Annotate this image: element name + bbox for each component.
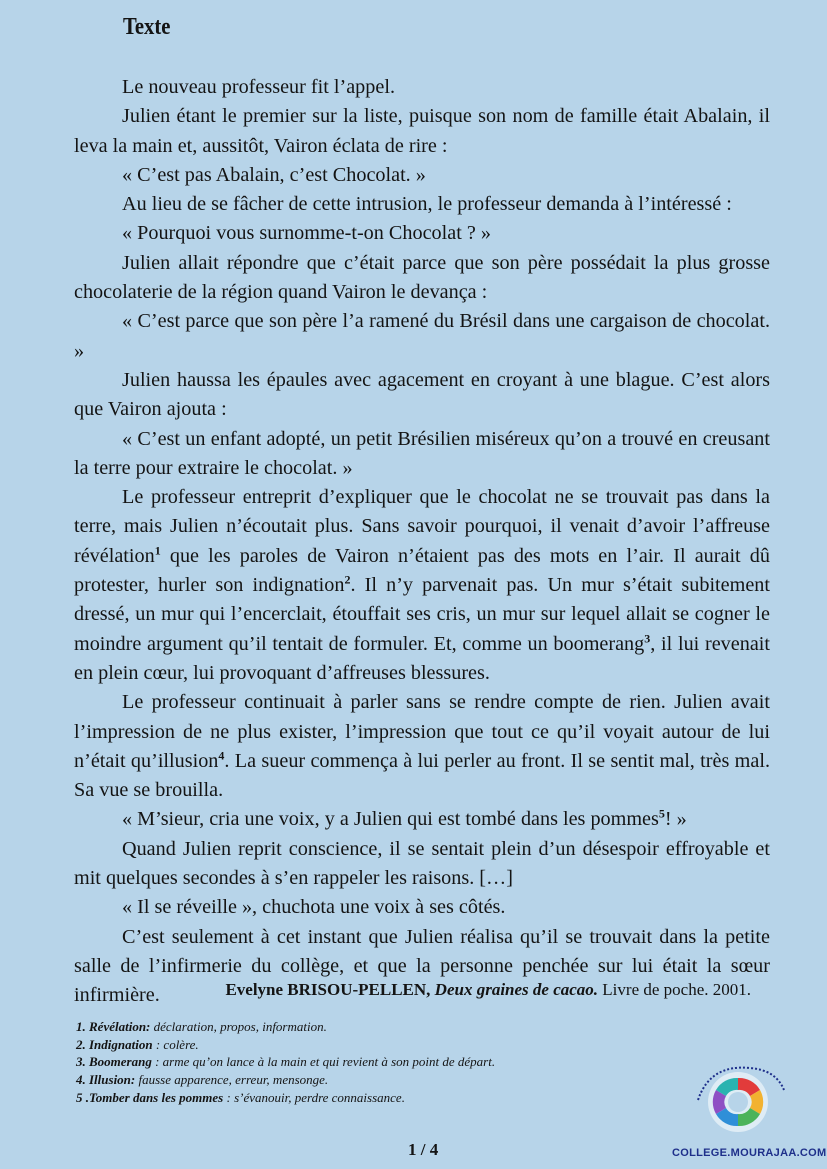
paragraph-text: , il lui revenait en plein cœur, lui provoquant d’affreuses blessures. — [74, 632, 770, 684]
credit-book-title: Deux graines de cacao. — [434, 980, 599, 999]
footnote-term: 1. Révélation: — [76, 1019, 151, 1034]
paragraph-text: . Il n’y parvenait pas. Un mur s’était subitement dressé, un mur qui l’encerclait, étouffait ses cris, un mur sur lequel allait se cogner le moindre argument qu’il tentait de formuler. Et, comme un boomerang — [74, 574, 770, 655]
watermark-text: COLLEGE.MOURAJAA.COM — [672, 1147, 827, 1159]
paragraph — [74, 483, 770, 688]
paragraph: Au lieu de se fâcher de cette intrusion, le professeur demanda à l’intéressé : — [122, 193, 732, 216]
footnote — [76, 1018, 636, 1036]
footnote-term: 2. Indignation — [76, 1036, 153, 1052]
footnote-ref: 3 — [644, 630, 651, 645]
page-number: 1 / 4 — [408, 1140, 439, 1159]
credit-author: Evelyne BRISOU-PELLEN, — [225, 980, 431, 999]
footnote-ref: 2 — [344, 572, 351, 587]
paragraph-text: Le professeur entreprit d’expliquer que le chocolat ne se trouvait pas dans la terre, mais Julien n’écoutait plus. Sans savoir pourquoi, il venait d’avoir l’affreuse révélation — [74, 486, 770, 567]
footnote — [76, 1036, 636, 1054]
paragraph-text: « M’sieur, cria une voix, y a Julien qui est tombé dans les pommes — [122, 808, 659, 831]
paragraph: « C’est pas Abalain, c’est Chocolat. » — [122, 163, 426, 186]
footnote-ref: 4 — [218, 748, 225, 763]
footnote-definition: : colère. — [152, 1036, 199, 1052]
paragraph: « C’est parce que son père l’a ramené du Brésil dans une cargaison de chocolat. » — [74, 310, 770, 362]
paragraph: Julien étant le premier sur la liste, puisque son nom de famille était Abalain, il leva la main et, aussitôt, Vairon éclata de rire : — [74, 105, 770, 157]
paragraph: « Il se réveille », chuchota une voix à ses côtés. — [122, 896, 506, 919]
paragraph: Julien haussa les épaules avec agacement en croyant à une blague. C’est alors que Vairon ajouta : — [74, 368, 770, 421]
footnote — [76, 1089, 636, 1107]
footnote-term: 4. Illusion: — [76, 1072, 136, 1088]
paragraph: « C’est un enfant adopté, un petit Brésilien miséreux qu’on a trouvé en creusant la terre pour extraire le chocolat. » — [74, 427, 770, 479]
footnote-ref: 1 — [154, 543, 161, 558]
footnote-definition: : arme qu’on lance à la main et qui revient à son point de départ. — [151, 1054, 496, 1070]
paragraph-text: Le professeur continuait à parler sans se rendre compte de rien. Julien avait l’impression de ne plus exister, l’impression que tout ce qu’il voyait autour de lui n’était qu’illusion — [74, 691, 770, 772]
site-logo-icon — [680, 1060, 800, 1140]
footnote-definition: : s’évanouir, perdre connaissance. — [223, 1089, 405, 1105]
source-credit — [225, 980, 751, 1000]
footnote-ref: 5 — [658, 806, 665, 821]
paragraph-text: . La sueur commença à lui perler au front. Il se sentit mal, très mal. Sa vue se brouilla. — [74, 749, 770, 802]
paragraph-text: que les paroles de Vairon n’étaient pas des mots en l’air. Il aurait dû protester, hurler son indignation — [74, 544, 770, 597]
footnotes — [76, 1018, 636, 1107]
story-text — [74, 73, 770, 1011]
footnote — [76, 1071, 636, 1089]
paragraph-text: ! » — [664, 808, 687, 831]
paragraph — [74, 805, 770, 834]
footnote-term: 5 .Tomber dans les pommes — [76, 1089, 224, 1105]
paragraph: Julien allait répondre que c’était parce que son père possédait la plus grosse chocolaterie de la région quand Vairon le devança : — [74, 251, 770, 304]
footnote-definition: fausse apparence, erreur, mensonge. — [135, 1072, 329, 1088]
footnote — [76, 1053, 636, 1071]
page-title: Texte — [123, 14, 171, 40]
footnote-definition: déclaration, propos, information. — [150, 1019, 327, 1034]
paragraph: Quand Julien reprit conscience, il se sentait plein d’un désespoir effroyable et mit quelques secondes à s’en rappeler les raisons. […] — [74, 837, 770, 890]
paragraph — [74, 688, 770, 805]
paragraph: « Pourquoi vous surnomme-t-on Chocolat ? » — [122, 222, 491, 245]
paragraph: Le nouveau professeur fit l’appel. — [122, 76, 395, 98]
footnote-term: 3. Boomerang — [76, 1054, 152, 1070]
credit-publisher: Livre de poche. 2001. — [598, 980, 751, 999]
paragraph: C’est seulement à cet instant que Julien réalisa qu’il se trouvait dans la petite salle de l’infirmerie du collège, et que la personne penchée sur lui était la sœur infirmière. — [74, 925, 770, 1007]
